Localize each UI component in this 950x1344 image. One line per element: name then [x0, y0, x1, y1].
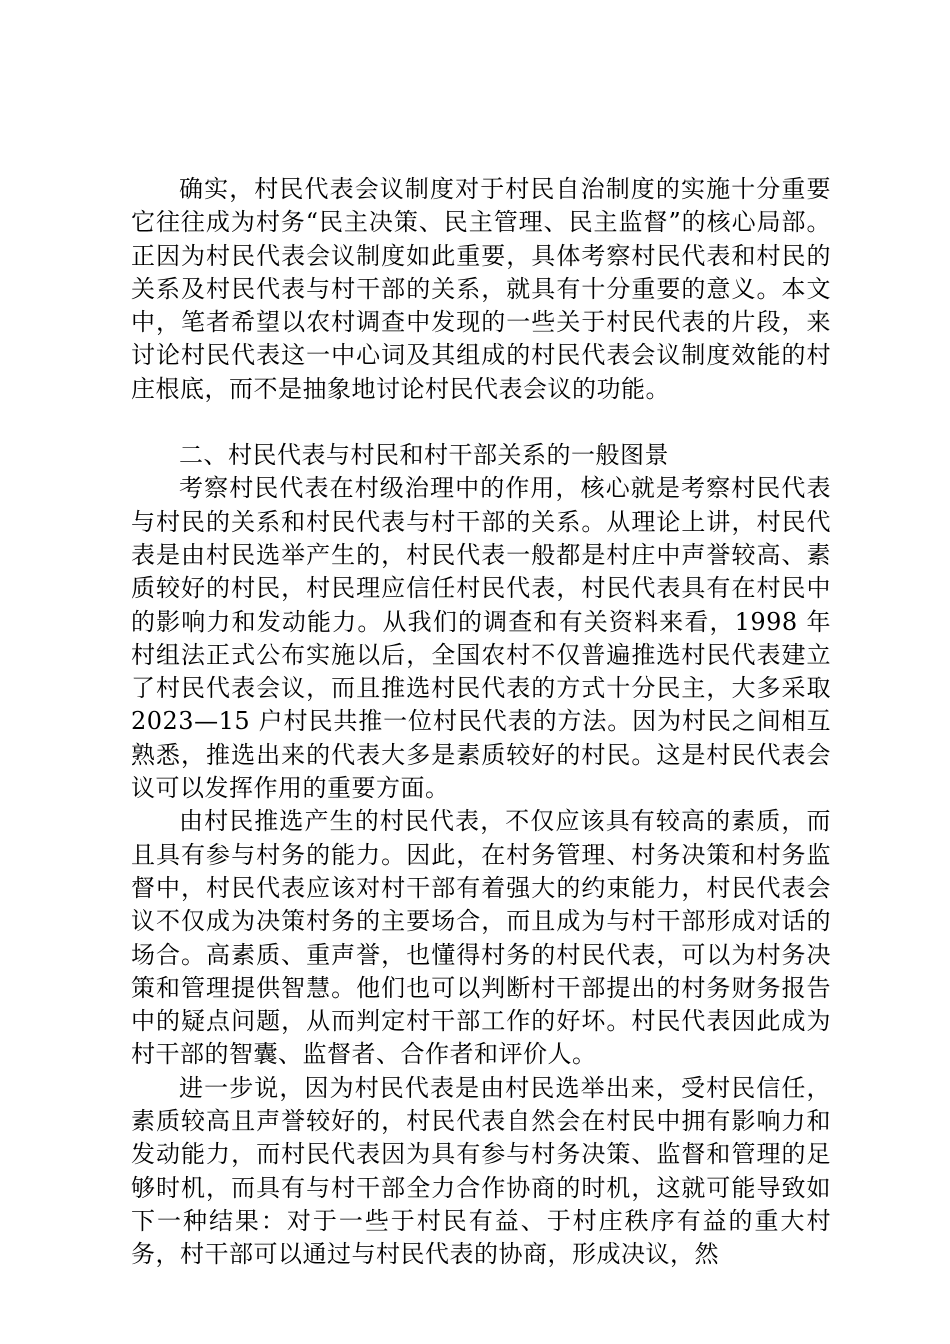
body-paragraph-3: 进一步说，因为村民代表是由村民选举出来，受村民信任，素质较高且声誉较好的，村民代表自然会在村民中拥有影响力和发动能力，而村民代表因为具有参与村务决策、监督和管理的足够时机，而具有与村干部全力合作协商的时机，这就可能导致如下一种结果：对于一些于村民有益、于村庄秩序有益的重大村务，村干部可以通过与村民代表的协商，形成决议，然	[131, 1073, 831, 1269]
body-paragraph-2: 由村民推选产生的村民代表，不仅应该具有较高的素质，而且具有参与村务的能力。因此，在村务管理、村务决策和村务监督中，村民代表应该对村干部有着强大的约束能力，村民代表会议不仅成为决策村务的主要场合，而且成为与村干部形成对话的场合。高素质、重声誉，也懂得村务的村民代表，可以为村务决策和管理提供智慧。他们也可以判断村干部提出的村务财务报告中的疑点问题，从而判定村干部工作的好坏。村民代表因此成为村干部的智囊、监督者、合作者和评价人。	[131, 807, 831, 1069]
body-paragraph-1: 考察村民代表在村级治理中的作用，核心就是考察村民代表与村民的关系和村民代表与村干部的关系。从理论上讲，村民代表是由村民选举产生的，村民代表一般都是村庄中声誉较高、素质较好的村民，村民理应信任村民代表，村民代表具有在村民中的影响力和发动能力。从我们的调查和有关资料来看，1998 年村组法正式公布实施以后，全国农村不仅普遍推选村民代表建立了村民代表会议，而且推选村民代表的方式十分民主，大多采取 2023—15 户村民共推一位村民代表的方法。因为村民之间相互熟悉，推选出来的代表大多是素质较好的村民。这是村民代表会议可以发挥作用的重要方面。	[131, 474, 831, 803]
intro-paragraph: 确实，村民代表会议制度对于村民自治制度的实施十分重要它往往成为村务“民主决策、民主管理、民主监督”的核心局部。正因为村民代表会议制度如此重要，具体考察村民代表和村民的关系及村民代表与村干部的关系，就具有十分重要的意义。本文中，笔者希望以农村调查中发现的一些关于村民代表的片段，来讨论村民代表这一中心词及其组成的村民代表会议制度效能的村庄根底，而不是抽象地讨论村民代表会议的功能。	[131, 175, 831, 403]
document-page	[131, 173, 831, 1272]
section-heading: 二、村民代表与村民和村干部关系的一般图景	[179, 441, 669, 470]
